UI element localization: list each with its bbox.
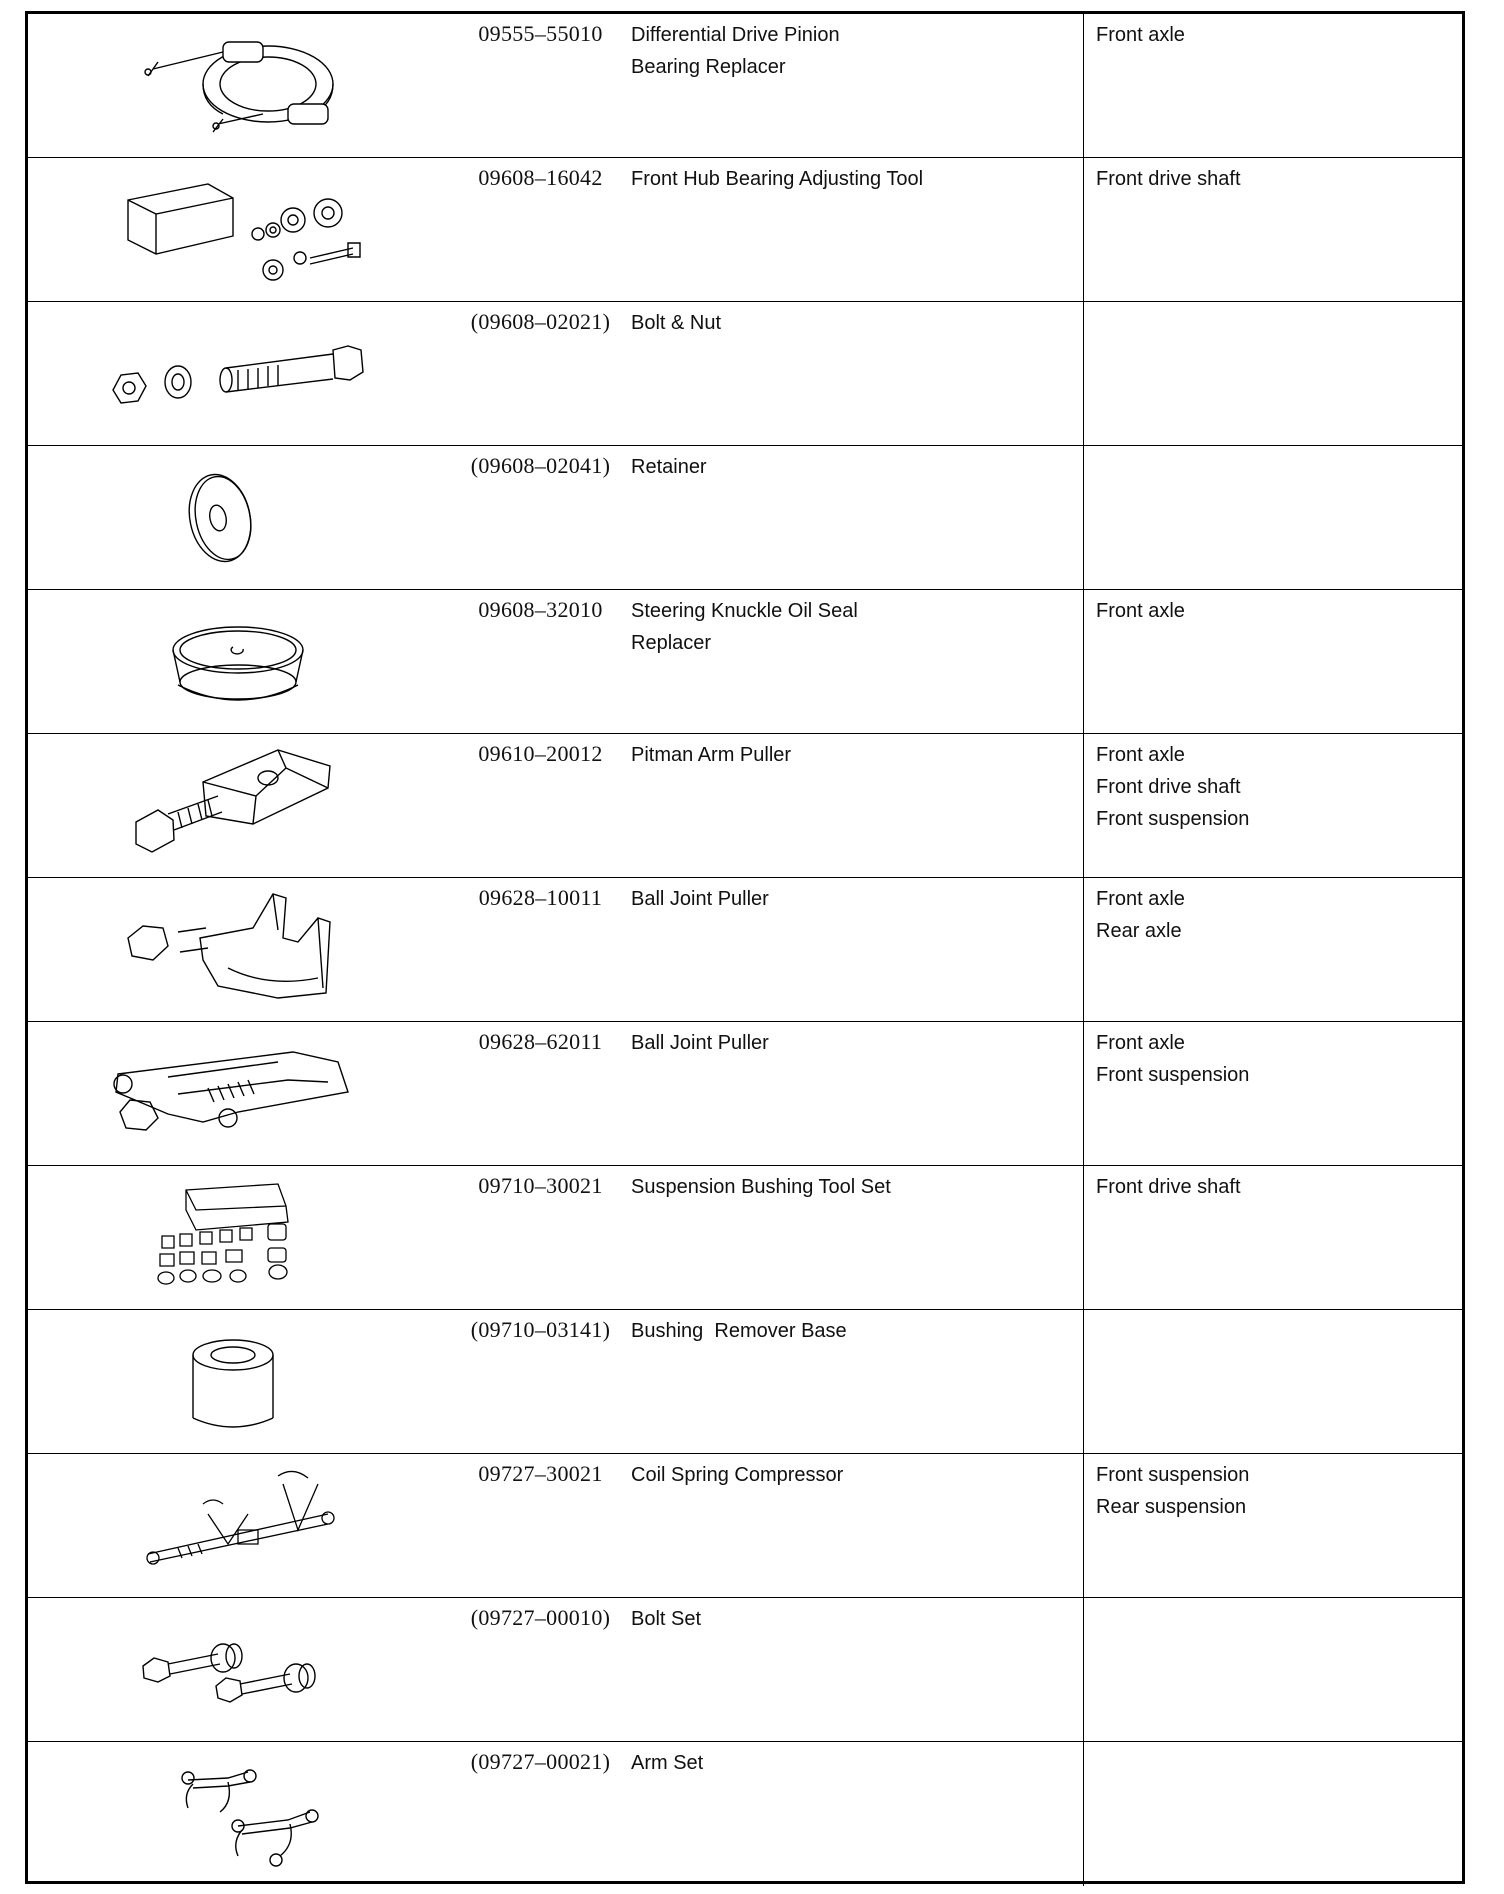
tool-description	[631, 1171, 1071, 1203]
hub-bearing-tool-set-icon	[28, 158, 448, 301]
usage-line: Rear suspension	[1096, 1496, 1247, 1518]
tool-description	[631, 163, 1071, 195]
column-divider	[1083, 734, 1084, 877]
tool-description	[631, 739, 1071, 771]
tool-description	[631, 1315, 1071, 1347]
table-row	[28, 1022, 1462, 1166]
tool-description	[631, 451, 1071, 483]
bearing-replacer-icon	[28, 14, 448, 157]
tool-description	[631, 1747, 1071, 1779]
usage-line: Front axle	[1096, 744, 1185, 766]
column-divider	[1083, 590, 1084, 733]
tool-description	[631, 19, 1071, 83]
usage-cell	[1096, 19, 1456, 51]
special-tools-table	[25, 11, 1465, 1884]
table-row	[28, 1166, 1462, 1310]
usage-line: Front drive shaft	[1096, 168, 1241, 190]
usage-line: Front drive shaft	[1096, 776, 1241, 798]
usage-line: Rear axle	[1096, 920, 1182, 942]
description-line: Arm Set	[631, 1752, 704, 1774]
table-row	[28, 1598, 1462, 1742]
part-number: 09628–10011	[478, 885, 603, 910]
usage-line: Front axle	[1096, 600, 1185, 622]
description-line: Replacer	[631, 632, 712, 654]
table-row	[28, 14, 1462, 158]
description-line: Differential Drive Pinion	[631, 24, 840, 46]
description-line: Bushing Remover Base	[631, 1320, 847, 1342]
table-row	[28, 590, 1462, 734]
column-divider	[1083, 1598, 1084, 1741]
tool-description	[631, 307, 1071, 339]
bolt-and-nut-icon	[28, 302, 448, 445]
part-number: 09608–32010	[478, 597, 603, 622]
ball-joint-puller-icon	[28, 878, 448, 1021]
column-divider	[1083, 1310, 1084, 1453]
part-number: (09710–03141)	[470, 1317, 611, 1342]
description-line: Pitman Arm Puller	[631, 744, 792, 766]
usage-cell	[1096, 1459, 1456, 1523]
usage-line: Front suspension	[1096, 1464, 1250, 1486]
column-divider	[1083, 302, 1084, 445]
arm-set-icon	[28, 1742, 448, 1885]
table-row	[28, 1454, 1462, 1598]
part-number: 09710–30021	[478, 1173, 603, 1198]
tool-description	[631, 1459, 1071, 1491]
coil-spring-compressor-icon	[28, 1454, 448, 1597]
part-number: 09555–55010	[478, 21, 603, 46]
description-line: Steering Knuckle Oil Seal	[631, 600, 858, 622]
description-line: Front Hub Bearing Adjusting Tool	[631, 168, 924, 190]
usage-line: Front drive shaft	[1096, 1176, 1241, 1198]
usage-cell	[1096, 1027, 1456, 1091]
usage-line: Front suspension	[1096, 1064, 1250, 1086]
column-divider	[1083, 14, 1084, 157]
usage-cell	[1096, 1171, 1456, 1203]
usage-line: Front axle	[1096, 24, 1185, 46]
column-divider	[1083, 1454, 1084, 1597]
usage-line: Front axle	[1096, 888, 1185, 910]
part-number: (09608–02021)	[470, 309, 611, 334]
pitman-arm-puller-icon	[28, 734, 448, 877]
tool-description	[631, 1027, 1071, 1059]
ball-joint-puller-wide-icon	[28, 1022, 448, 1165]
table-row	[28, 1310, 1462, 1454]
usage-cell	[1096, 163, 1456, 195]
tool-description	[631, 595, 1071, 659]
remover-base-icon	[28, 1310, 448, 1453]
part-number: 09608–16042	[478, 165, 603, 190]
part-number: 09610–20012	[478, 741, 603, 766]
column-divider	[1083, 878, 1084, 1021]
description-line: Bearing Replacer	[631, 56, 786, 78]
table-row	[28, 878, 1462, 1022]
description-line: Bolt & Nut	[631, 312, 722, 334]
tool-description	[631, 1603, 1071, 1635]
description-line: Retainer	[631, 456, 707, 478]
usage-cell	[1096, 883, 1456, 947]
part-number: (09608–02041)	[470, 453, 611, 478]
usage-cell	[1096, 739, 1456, 835]
part-number: 09628–62011	[478, 1029, 603, 1054]
usage-cell	[1096, 595, 1456, 627]
table-row	[28, 446, 1462, 590]
retainer-washer-icon	[28, 446, 448, 589]
column-divider	[1083, 1742, 1084, 1886]
description-line: Suspension Bushing Tool Set	[631, 1176, 891, 1198]
column-divider	[1083, 158, 1084, 301]
part-number: (09727–00010)	[470, 1605, 611, 1630]
usage-line: Front axle	[1096, 1032, 1185, 1054]
table-row	[28, 302, 1462, 446]
oil-seal-replacer-icon	[28, 590, 448, 733]
bolt-set-icon	[28, 1598, 448, 1741]
usage-line: Front suspension	[1096, 808, 1250, 830]
column-divider	[1083, 1022, 1084, 1165]
table-row	[28, 1742, 1462, 1886]
bushing-tool-set-icon	[28, 1166, 448, 1309]
part-number: 09727–30021	[478, 1461, 603, 1486]
description-line: Ball Joint Puller	[631, 1032, 769, 1054]
description-line: Bolt Set	[631, 1608, 702, 1630]
table-row	[28, 734, 1462, 878]
part-number: (09727–00021)	[470, 1749, 611, 1774]
description-line: Ball Joint Puller	[631, 888, 769, 910]
table-row	[28, 158, 1462, 302]
tool-description	[631, 883, 1071, 915]
column-divider	[1083, 446, 1084, 589]
column-divider	[1083, 1166, 1084, 1309]
description-line: Coil Spring Compressor	[631, 1464, 844, 1486]
